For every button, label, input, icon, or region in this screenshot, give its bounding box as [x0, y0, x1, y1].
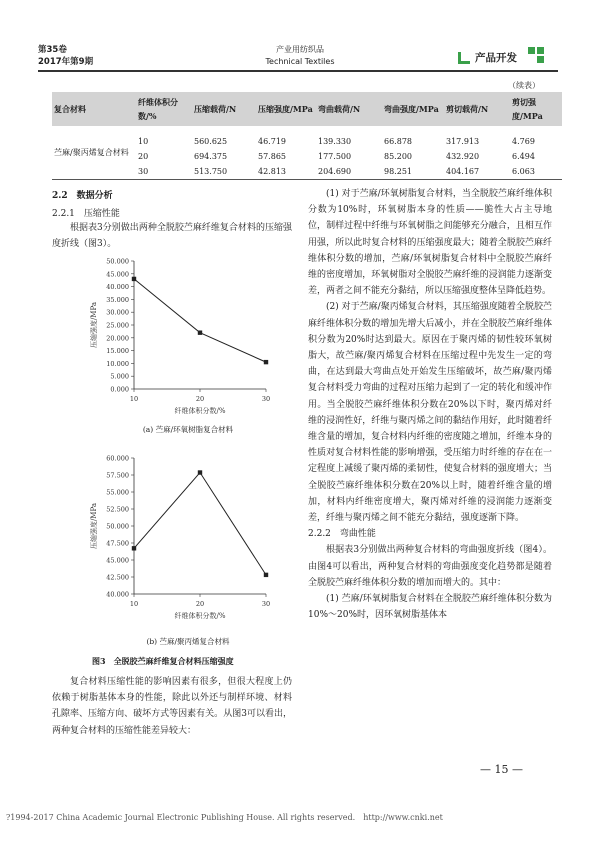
table-cell: 404.167	[446, 167, 480, 176]
table-cell: 30	[138, 167, 149, 176]
data-point	[264, 573, 268, 577]
y-tick-label: 50.000	[106, 522, 129, 531]
table-cell: 4.769	[512, 137, 535, 146]
y-tick-label: 52.500	[106, 505, 129, 514]
section-logo-icon	[458, 49, 472, 68]
y-tick-label: 30.000	[106, 308, 129, 317]
y-tick-label: 5.000	[110, 372, 129, 381]
x-tick-label: 30	[261, 600, 271, 608]
point-1-paragraph: (1) 对于苎麻/环氧树脂复合材料，当全脱胶苎麻纤维体积分数为10%时，环氧树脂本身的性质——脆性大占主导地位，制样过程中纤维与环氧树脂之间能够充分融合，且相互作用强，所以此时复合材料的压缩强度最大；随着全脱胶苎麻纤维体积分数的增加，苎麻/环氧树脂复合材料中全脱胶苎麻纤维的密度增加，环氧树脂对全脱胶苎麻纤维的浸润能力逐渐变差，两者之间不能充分黏结，所以压缩强度整体呈降低趋势。	[308, 189, 552, 297]
y-tick-label: 60.000	[106, 454, 129, 463]
chart-a	[88, 255, 288, 415]
table-cell: 85.200	[384, 152, 412, 161]
th-composite: 复合材料	[52, 92, 136, 126]
header-volume: 第35卷	[38, 45, 67, 55]
bending-point-1-paragraph: (1) 苎麻/环氧树脂复合材料在全脱胶苎麻纤维体积分数为10%～20%时，因环氧树脂基体本	[308, 594, 552, 621]
table-cell: 139.330	[318, 137, 352, 146]
y-axis-label: 压缩强度/MPa	[90, 301, 98, 349]
table-continued-label: （续表）	[508, 81, 540, 90]
table-cell: 98.251	[384, 167, 412, 176]
x-axis-label: 纤维体积分数/%	[174, 407, 226, 415]
table-cell: 513.750	[194, 167, 228, 176]
y-tick-label: 50.000	[106, 257, 129, 266]
y-tick-label: 10.000	[106, 359, 129, 368]
x-tick-label: 20	[195, 600, 205, 608]
table-cell: 20	[138, 152, 149, 161]
data-point	[264, 360, 268, 364]
series-line	[134, 279, 266, 362]
th-bend-load: 弯曲载荷/N	[316, 92, 382, 126]
journal-name-cn: 产业用纺织品	[276, 45, 324, 54]
th-bend-strength: 弯曲强度/MPa	[382, 92, 444, 126]
x-tick-label: 20	[195, 395, 205, 403]
section-2-2-heading: 2.2 数据分析	[52, 191, 113, 201]
y-tick-label: 45.000	[106, 270, 129, 279]
data-point	[132, 546, 136, 550]
header-volume-block	[38, 44, 93, 68]
x-tick-label: 10	[129, 395, 139, 403]
y-tick-label: 47.500	[106, 539, 129, 548]
table-cell: 204.690	[318, 167, 352, 176]
left-intro-paragraph	[52, 220, 292, 252]
y-tick-label: 25.000	[106, 321, 129, 330]
table-group-label: 苎麻/聚丙烯复合材料	[54, 147, 129, 157]
section-title: 产品开发	[475, 52, 517, 64]
y-tick-label: 57.500	[106, 471, 129, 480]
y-tick-label: 20.000	[106, 334, 129, 343]
chart-b	[88, 452, 288, 622]
section-2-2-1-heading: 2.2.1 压缩性能	[52, 209, 120, 219]
y-tick-label: 0.000	[110, 385, 129, 394]
table-cell: 317.913	[446, 137, 480, 146]
compression-discussion: 复合材料压缩性能的影响因素有很多，但很大程度上仍依赖于树脂基体本身的性能，除此以外还与制样环境、材料孔隙率、压缩方向、破坏方式等因素有关。从图3可以看出，两种复合材料的压缩性能差异较大：	[52, 677, 292, 736]
page-number: — 15 —	[480, 763, 523, 776]
y-tick-label: 55.000	[106, 488, 129, 497]
table-cell: 432.920	[446, 152, 480, 161]
point-2-paragraph: (2) 对于苎麻/聚丙烯复合材料，其压缩强度随着全脱胶苎麻纤维体积分数的增加先增大后减小，并在全脱胶苎麻纤维体积分数为20%时达到最大。原因在于聚丙烯的韧性较环氧树脂大，故苎麻/聚丙烯复合材料在压缩过程中先发生一定的弯曲，在达到最大弯曲点处开始发生压缩破坏，故苎麻/聚丙烯复合材料受力弯曲的过程对压缩力起到了一定的转化和缓冲作用。当全脱胶苎麻纤维体积分数在20%以下时，聚丙烯对纤维的浸润性好，纤维与聚丙烯之间的黏结作用好，此时随着纤维含量的增加，复合材料内纤维的密度随之增加，纤维本身的性质对复合材料性能的影响增强，受压缩力时纤维的存在在一定程度上减缓了聚丙烯的柔韧性，使复合材料的强度增大；当全脱胶苎麻纤维体积分数在20%以上时，随着纤维含量的增加，材料内纤维密度增大，聚丙烯对纤维的浸润能力逐渐变差，纤维与聚丙烯之间不能充分黏结，强度逐渐下降。	[308, 302, 552, 524]
th-compress-load: 压缩载荷/N	[192, 92, 256, 126]
table-cell: 46.719	[258, 137, 286, 146]
table-cell: 10	[138, 137, 149, 146]
y-tick-label: 15.000	[106, 347, 129, 356]
y-tick-label: 35.000	[106, 295, 129, 304]
x-tick-label: 30	[261, 395, 271, 403]
y-axis-label: 压缩强度/MPa	[90, 502, 98, 550]
journal-name-en: Technical Textiles	[265, 57, 335, 66]
table-cell: 6.063	[512, 167, 535, 176]
data-point	[198, 330, 202, 334]
table-row	[52, 126, 562, 149]
y-tick-label: 40.000	[106, 590, 129, 599]
table-cell: 694.375	[194, 152, 228, 161]
table-cell: 177.500	[318, 152, 352, 161]
data-point	[198, 470, 202, 474]
table-cell: 57.865	[258, 152, 286, 161]
th-shear-strength: 剪切强度/MPa	[510, 92, 562, 126]
y-tick-label: 40.000	[106, 283, 129, 292]
y-tick-label: 45.000	[106, 556, 129, 565]
left-bottom-paragraph	[52, 674, 292, 739]
table-cell: 42.813	[258, 167, 286, 176]
x-tick-label: 10	[129, 600, 139, 608]
y-tick-label: 42.500	[106, 573, 129, 582]
table-header-row	[52, 92, 562, 126]
intro-text: 根据表3分别做出两种全脱胶苎麻纤维复合材料的压缩强度折线（图3）。	[52, 223, 292, 250]
x-axis-label: 纤维体积分数/%	[174, 612, 226, 620]
table-cell: 6.494	[512, 152, 535, 161]
section-squares-icon	[528, 47, 556, 67]
table-cell: 66.878	[384, 137, 412, 146]
chart-b-caption: (b) 苎麻/聚丙烯复合材料	[146, 637, 230, 646]
figure-3-caption: 图3 全脱胶苎麻纤维复合材料压缩强度	[92, 656, 234, 666]
right-column-text	[308, 186, 552, 623]
th-fiber-volume: 纤维体积分数/%	[136, 92, 192, 126]
section-2-2-2-heading: 2.2.2 弯曲性能	[308, 529, 376, 540]
bending-intro-paragraph: 根据表3分别做出两种复合材料的弯曲强度折线（图4）。由图4可以看出，两种复合材料的弯曲强度变化趋势都是随着全脱胶苎麻纤维体积分数的增加而增大的。其中：	[308, 545, 552, 588]
header-issue: 2017年第9期	[38, 57, 94, 67]
chart-a-caption: (a) 苎麻/环氧树脂复合材料	[142, 425, 234, 434]
series-line	[134, 473, 266, 575]
header-journal	[230, 44, 370, 68]
th-compress-strength: 压缩强度/MPa	[256, 92, 316, 126]
copyright-footer: ?1994-2017 China Academic Journal Electronic Publishing House. All rights reserved. http://www.cnki.net	[6, 813, 443, 822]
table-cell: 560.625	[194, 137, 228, 146]
data-table	[52, 92, 562, 180]
data-point	[132, 277, 136, 281]
header-rule	[38, 70, 558, 72]
th-shear-load: 剪切载荷/N	[444, 92, 510, 126]
